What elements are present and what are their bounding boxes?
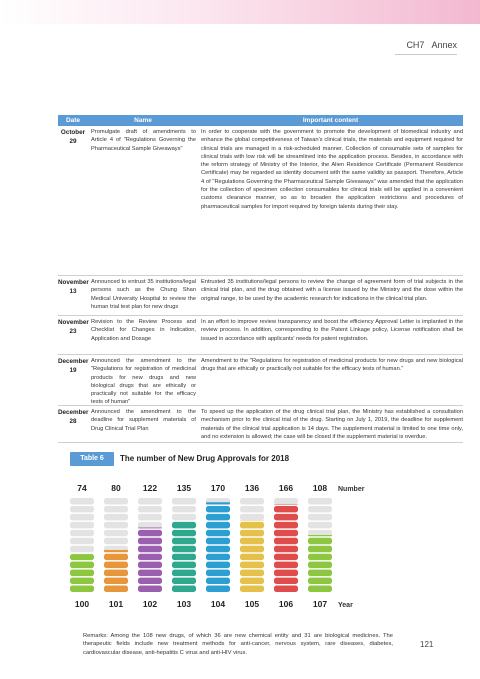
bar-segment-102 bbox=[138, 554, 162, 560]
row-content: In an effort to improve review transparency and boost the efficiency Approval Letter is implanted in the review process. In addition, corresponding to the Patent Linkage policy, License notification shall be issued in accordance with applicants' needs for patent registration. bbox=[201, 319, 463, 342]
year-label-107: 107 bbox=[312, 599, 328, 609]
bar-segment-empty bbox=[70, 498, 94, 504]
date-month: October bbox=[60, 129, 86, 136]
bar-segment-102 bbox=[138, 546, 162, 552]
bar-segment-104 bbox=[206, 502, 230, 504]
bar-segment-105 bbox=[240, 586, 264, 592]
value-label-101: 80 bbox=[111, 483, 121, 493]
date-day: 28 bbox=[69, 418, 77, 425]
bar-segment-101 bbox=[104, 586, 128, 592]
bar-segment-106 bbox=[274, 546, 298, 552]
bar-segment-103 bbox=[172, 578, 196, 584]
bar-segment-empty bbox=[274, 498, 298, 504]
bar-segment-empty bbox=[172, 498, 196, 504]
row-date bbox=[58, 278, 88, 296]
row-content: In order to cooperate with the government to promote the development of biomedical industry and enhance the global competitiveness of Taiwan's clinical trials, the materials and equipment required for clinical trials are managed in a risk-scheduled manner. Collection of consumable sets of samples for clinical trials with low risk will be streamlined into the application process. Besides, in accordance with the reform strategy of Ministry of the Interior, the Alien Residence Certificate (Permanent Residence Certificate) may be regarded as identity document with the same validity as passport. Therefore, Article 4 of "Regulations Governing the Pharmaceutical Sample Giveaways" was amended that the application for the collection of specimen collection consumables for clinical trials will be applied in a convenient customs clearance manner, so as to broaden the application restrictions and procedures of pharmaceutical samples for import required by foreign talents during their stay. bbox=[201, 129, 463, 210]
table-row bbox=[58, 126, 463, 276]
bar-segment-101 bbox=[104, 550, 128, 552]
bar-segment-106 bbox=[274, 570, 298, 576]
year-label-102: 102 bbox=[142, 599, 158, 609]
date-month: November bbox=[58, 319, 89, 326]
bar-segment-105 bbox=[240, 562, 264, 568]
bar-segment-104 bbox=[206, 538, 230, 544]
bar-segment-empty bbox=[172, 506, 196, 512]
bar-segment-100 bbox=[70, 562, 94, 568]
row-name: Revision to the Review Process and Checklist for Changes in Indication, Application and Dosage bbox=[91, 319, 196, 342]
bar-segment-104 bbox=[206, 578, 230, 584]
row-date bbox=[58, 408, 88, 426]
row-date bbox=[58, 318, 88, 336]
bar-segment-empty bbox=[138, 522, 162, 528]
bar-segment-100 bbox=[70, 570, 94, 576]
approvals-chart bbox=[0, 478, 480, 628]
bar-segment-empty bbox=[240, 498, 264, 504]
bar-segment-104 bbox=[206, 530, 230, 536]
bar-segment-103 bbox=[172, 530, 196, 536]
value-label-105: 136 bbox=[244, 483, 260, 493]
bar-segment-empty bbox=[70, 506, 94, 512]
bar-segment-104 bbox=[206, 546, 230, 552]
bar-segment-empty bbox=[104, 522, 128, 528]
bar-segment-106 bbox=[274, 578, 298, 584]
bar-segment-empty bbox=[308, 506, 332, 512]
value-label-107: 108 bbox=[312, 483, 328, 493]
remarks-text: Remarks: Among the 108 new drugs, of which 36 are new chemical entity and 31 are biological medicines. The therapeutic fields include new treatment methods for anti-cancer, nervous system, rare diseases, diabetes, cardiovascular disease, anti-hepatitis C virus and anti-HIV virus. bbox=[83, 633, 393, 656]
axis-label-year: Year bbox=[338, 602, 353, 609]
bar-segment-102 bbox=[138, 527, 162, 528]
bar-segment-106 bbox=[274, 522, 298, 528]
date-day: 19 bbox=[69, 367, 77, 374]
bar-segment-101 bbox=[104, 562, 128, 568]
bar-segment-empty bbox=[104, 498, 128, 504]
bar-segment-empty bbox=[172, 514, 196, 520]
top-banner bbox=[0, 0, 480, 24]
bar-segment-empty bbox=[104, 514, 128, 520]
date-day: 23 bbox=[69, 328, 77, 335]
value-label-100: 74 bbox=[77, 483, 87, 493]
chapter-section: Annex bbox=[431, 40, 457, 50]
bar-segment-empty bbox=[308, 514, 332, 520]
bar-segment-101 bbox=[104, 554, 128, 560]
year-label-103: 103 bbox=[176, 599, 192, 609]
date-month: November bbox=[58, 279, 89, 286]
table-row bbox=[58, 406, 463, 443]
bar-segment-empty bbox=[104, 538, 128, 544]
value-label-104: 170 bbox=[210, 483, 226, 493]
bar-segment-empty bbox=[70, 530, 94, 536]
date-day: 29 bbox=[69, 138, 77, 145]
bar-segment-106 bbox=[274, 586, 298, 592]
bar-segment-106 bbox=[274, 538, 298, 544]
year-label-100: 100 bbox=[74, 599, 90, 609]
bar-segment-105 bbox=[240, 554, 264, 560]
table-row bbox=[58, 316, 463, 355]
column-header-date: Date bbox=[65, 117, 81, 124]
bar-segment-104 bbox=[206, 586, 230, 592]
value-label-102: 122 bbox=[142, 483, 158, 493]
chapter-header bbox=[0, 40, 457, 50]
bar-segment-empty bbox=[70, 514, 94, 520]
bar-segment-102 bbox=[138, 570, 162, 576]
row-content: Amendment to the "Regulations for registration of medicinal products for new drugs and new biological drugs that are ethically or practically not suitable for the efficacy tests of human." bbox=[201, 358, 463, 373]
column-header-content: Important content bbox=[302, 117, 359, 124]
bar-segment-101 bbox=[104, 570, 128, 576]
figure-title: The number of New Drug Approvals for 2018 bbox=[120, 454, 290, 463]
bar-segment-100 bbox=[70, 554, 94, 560]
bar-segment-102 bbox=[138, 530, 162, 536]
bar-segment-103 bbox=[172, 522, 196, 528]
axis-label-number: Number bbox=[338, 486, 365, 493]
bar-segment-104 bbox=[206, 562, 230, 568]
bar-segment-empty bbox=[104, 530, 128, 536]
bar-segment-102 bbox=[138, 578, 162, 584]
header-divider bbox=[395, 54, 457, 55]
row-name: Announced to entrust 35 institutions/legal persons such as the Chung Shan Medical University Hospital to review the human trial test plan for new drugs bbox=[91, 279, 196, 310]
bar-segment-105 bbox=[240, 530, 264, 536]
row-content: To speed up the application of the drug clinical trial plan, the Ministry has established a consultation mechanism prior to the clinical trial of the drug. Starting on July 1, 2019, the deadline for supplement materials of the clinical trial application is 14 days. The supplement material is limited to one time only, and no extension is allowed; the case will be closed if the supplement material is overdue. bbox=[201, 409, 463, 440]
bar-segment-102 bbox=[138, 538, 162, 544]
bar-segment-104 bbox=[206, 514, 230, 520]
row-name: Promulgate draft of amendments to Article 4 of "Regulations Governing the Pharmaceutical Sample Giveaways" bbox=[91, 129, 196, 152]
bar-segment-103 bbox=[172, 586, 196, 592]
bar-segment-105 bbox=[240, 522, 264, 528]
row-date bbox=[58, 128, 88, 146]
bar-segment-102 bbox=[138, 562, 162, 568]
figure-label: Table 6 bbox=[70, 452, 114, 466]
bar-segment-106 bbox=[274, 554, 298, 560]
bar-segment-106 bbox=[274, 562, 298, 568]
bar-segment-107 bbox=[308, 535, 332, 536]
bar-segment-empty bbox=[308, 498, 332, 504]
bar-segment-105 bbox=[240, 538, 264, 544]
bar-segment-107 bbox=[308, 570, 332, 576]
bar-segment-empty bbox=[138, 506, 162, 512]
bar-segment-103 bbox=[172, 570, 196, 576]
bar-segment-105 bbox=[240, 578, 264, 584]
table-row bbox=[58, 276, 463, 316]
bar-segment-empty bbox=[70, 538, 94, 544]
bar-segment-106 bbox=[274, 530, 298, 536]
year-label-101: 101 bbox=[108, 599, 124, 609]
year-label-104: 104 bbox=[210, 599, 226, 609]
year-label-106: 106 bbox=[278, 599, 294, 609]
bar-segment-107 bbox=[308, 546, 332, 552]
bar-segment-107 bbox=[308, 538, 332, 544]
page-number: 121 bbox=[420, 640, 434, 649]
bar-segment-empty bbox=[70, 522, 94, 528]
row-name: Announced the amendment to the deadline for supplement materials of Drug Clinical Trial Plan bbox=[91, 409, 196, 432]
bar-segment-103 bbox=[172, 554, 196, 560]
bar-segment-103 bbox=[172, 562, 196, 568]
bar-segment-empty bbox=[104, 506, 128, 512]
bar-segment-107 bbox=[308, 562, 332, 568]
bar-segment-107 bbox=[308, 578, 332, 584]
table-row bbox=[58, 355, 463, 406]
column-header-name: Name bbox=[134, 117, 152, 124]
bar-segment-106 bbox=[274, 506, 298, 512]
bar-segment-104 bbox=[206, 570, 230, 576]
table-header bbox=[58, 115, 463, 126]
chapter-number: CH7 bbox=[406, 40, 425, 50]
bar-segment-104 bbox=[206, 554, 230, 560]
bar-segment-empty bbox=[308, 522, 332, 528]
bar-segment-102 bbox=[138, 586, 162, 592]
date-month: December bbox=[58, 409, 89, 416]
bar-segment-104 bbox=[206, 506, 230, 512]
bar-segment-empty bbox=[240, 514, 264, 520]
value-label-106: 166 bbox=[278, 483, 294, 493]
bar-segment-empty bbox=[70, 546, 94, 552]
date-month: December bbox=[58, 358, 89, 365]
bar-segment-104 bbox=[206, 522, 230, 528]
date-day: 13 bbox=[69, 288, 77, 295]
bar-segment-105 bbox=[240, 570, 264, 576]
bar-segment-105 bbox=[240, 546, 264, 552]
bar-segment-100 bbox=[70, 578, 94, 584]
row-content: Entrusted 35 institutions/legal persons to review the change of agreement form of trial subjects in the clinical trial plan, and the drug obtained with a license issued by the Ministry and the dose within the original range, to be used by the academic research for indications in the clinical trial plan. bbox=[201, 279, 463, 302]
row-date bbox=[58, 357, 88, 375]
bar-segment-107 bbox=[308, 586, 332, 592]
bar-segment-empty bbox=[138, 498, 162, 504]
bar-segment-103 bbox=[172, 546, 196, 552]
bar-segment-101 bbox=[104, 578, 128, 584]
bar-segment-100 bbox=[70, 586, 94, 592]
bar-segment-103 bbox=[172, 538, 196, 544]
bar-segment-empty bbox=[138, 514, 162, 520]
bar-segment-107 bbox=[308, 554, 332, 560]
year-label-105: 105 bbox=[244, 599, 260, 609]
value-label-103: 135 bbox=[176, 483, 192, 493]
row-name: Announced the amendment to the "Regulations for registration of medicinal products for new drugs and new biological drugs that are ethically or practically not suitable for the efficacy tests of human" bbox=[91, 358, 196, 406]
bar-segment-empty bbox=[240, 506, 264, 512]
bar-segment-106 bbox=[274, 514, 298, 520]
